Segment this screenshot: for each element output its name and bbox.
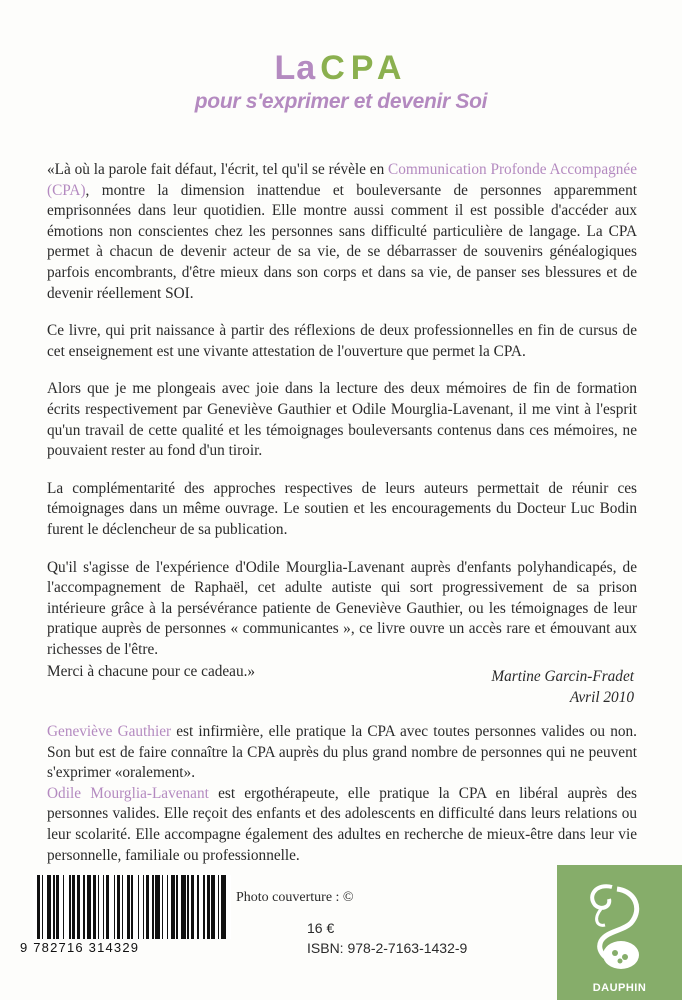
barcode-bar xyxy=(98,875,100,939)
barcode-digits: 9 782716 314329 xyxy=(20,940,140,955)
signature xyxy=(334,667,634,708)
barcode-bar xyxy=(56,875,59,939)
barcode-bar xyxy=(171,875,174,939)
cpa-highlight: Communication Profonde Accompagnée (CPA) xyxy=(47,161,637,199)
quote-p1-start: «Là où la parole fait défaut, l'écrit, tel qu'il se révèle en xyxy=(47,161,389,178)
quote-paragraph-3: Alors que je me plongeais avec joie dans la lecture des deux mémoires de fin de formation écrits respectivement par Geneviève Gauthier et Odile Mourglia-Lavenant, il me vint à l'esprit qu'un travail de cette qualité et les témoignages bouleversants contenus dans ces mémoires, ne pouvaient rester au fond d'un tiroir. xyxy=(47,380,637,460)
barcode-bar xyxy=(87,875,92,939)
title-block xyxy=(0,48,682,114)
bio-mourglia-text: est ergothérapeute, elle pratique la CPA en libéral auprès des personnes valides. Elle reçoit des enfants et des adolescents en difficulté dans leurs relations ou leur scolarité. Elle accompagne également des adultes en recherche de mieux-être dans leur vie personnelle, familiale ou professionnelle. xyxy=(47,784,637,864)
barcode-bar xyxy=(53,875,55,939)
quote-paragraph-2: Ce livre, qui prit naissance à partir des réflexions de deux professionnelles en fin de cursus de cet enseignement est une vivante attestation de l'ouverture que permet la CPA. xyxy=(47,322,637,360)
publisher-logo xyxy=(557,865,682,1000)
bio-gauthier-text: est infirmière, elle pratique la CPA avec toutes personnes valides ou non. Son but est de faire connaître la CPA auprès du plus grand nombre de personnes qui ne peuvent s'exprimer «oralement». xyxy=(47,723,637,782)
barcode-bar xyxy=(122,875,124,939)
barcode-bar xyxy=(152,875,154,939)
author-bios xyxy=(47,722,637,866)
barcode-bar xyxy=(211,875,214,939)
barcode-bar xyxy=(77,875,80,939)
barcode-bar xyxy=(176,875,178,939)
barcode-bar xyxy=(155,875,160,939)
barcode-bar xyxy=(69,875,71,939)
isbn-barcode xyxy=(33,875,231,939)
barcode-bar xyxy=(42,875,44,939)
bio-mourglia-name: Odile Mourglia-Lavenant xyxy=(47,784,209,802)
barcode-bar xyxy=(138,875,140,939)
barcode-bar xyxy=(131,875,133,939)
barcode-bar xyxy=(221,875,226,939)
signature-name: Martine Garcin-Fradet xyxy=(491,668,634,685)
price: 16 € xyxy=(307,920,335,936)
book-title xyxy=(0,48,682,88)
book-subtitle: pour s'exprimer et devenir Soi xyxy=(194,90,488,113)
barcode-bar xyxy=(106,875,109,939)
publisher-name: DAUPHIN xyxy=(592,982,647,994)
barcode-bar xyxy=(83,875,85,939)
quote-paragraph-1 xyxy=(47,160,637,304)
barcode-bar xyxy=(127,875,130,939)
barcode-bar xyxy=(93,875,96,939)
barcode-bar xyxy=(63,875,65,939)
barcode-bar xyxy=(162,875,164,939)
quote-paragraph-6: Merci à chacune pour ce cadeau.» xyxy=(47,663,256,681)
barcode-bar xyxy=(146,875,149,939)
barcode-bar xyxy=(187,875,189,939)
barcode-bar xyxy=(47,875,52,939)
barcode-bar xyxy=(197,875,199,939)
photo-credit: Photo couverture : © xyxy=(236,890,354,905)
quote-paragraph-5: Qu'il s'agisse de l'expérience d'Odile Mourglia-Lavenant auprès d'enfants polyhandicapés, de l'accompagnement de Raphaël, cet adulte autiste qui sort progressivement de sa prison intérieure grâce à la persévérance patiente de Geneviève Gauthier, ou les témoignages de leur pratique auprès de personnes « communicantes », ce livre ouvre un accès rare et émouvant aux richesses de l'être. xyxy=(47,558,637,658)
barcode-bar xyxy=(207,875,210,939)
quote-p1-end: , montre la dimension inattendue et bouleversante de personnes apparemment emprisonnées dans leur quotidien. Elle montre aussi comment il est possible d'accéder aux émotions non conscientes chez les personnes sans difficulté particulière de langage. La CPA permet à chacun de devenir acteur de sa vie, de se débarrasser de souvenirs généalogiques parfois encombrants, d'être mieux dans son corps et dans sa vie, de panser ses blessures et de devenir réellement SOI. xyxy=(47,181,637,302)
barcode-bar xyxy=(143,875,145,939)
bio-gauthier-name: Geneviève Gauthier xyxy=(47,723,172,740)
quote-text xyxy=(47,160,637,700)
barcode-bar xyxy=(218,875,220,939)
barcode-bar xyxy=(114,875,116,939)
barcode-bar xyxy=(167,875,169,939)
dolphin-icon xyxy=(557,869,682,984)
barcode-bar xyxy=(72,875,75,939)
barcode-bar xyxy=(37,875,40,939)
bio-mourglia xyxy=(47,784,637,866)
barcode-bar xyxy=(203,875,205,939)
signature-date: Avril 2010 xyxy=(569,688,634,706)
barcode-bar xyxy=(191,875,194,939)
title-la: La xyxy=(274,49,317,87)
isbn: ISBN: 978-2-7163-1432-9 xyxy=(307,940,468,956)
title-cpa: CPA xyxy=(320,49,408,87)
quote-paragraph-4: La complémentarité des approches respectives de leurs auteurs permettait de réunir ces témoignages dans un même ouvrage. Le soutien et les encouragements du Docteur Luc Bodin furent le déclencheur de sa publication. xyxy=(47,479,637,538)
barcode-bar xyxy=(181,875,186,939)
barcode-bar xyxy=(103,875,105,939)
barcode-bar xyxy=(117,875,120,939)
bio-gauthier xyxy=(47,722,637,784)
